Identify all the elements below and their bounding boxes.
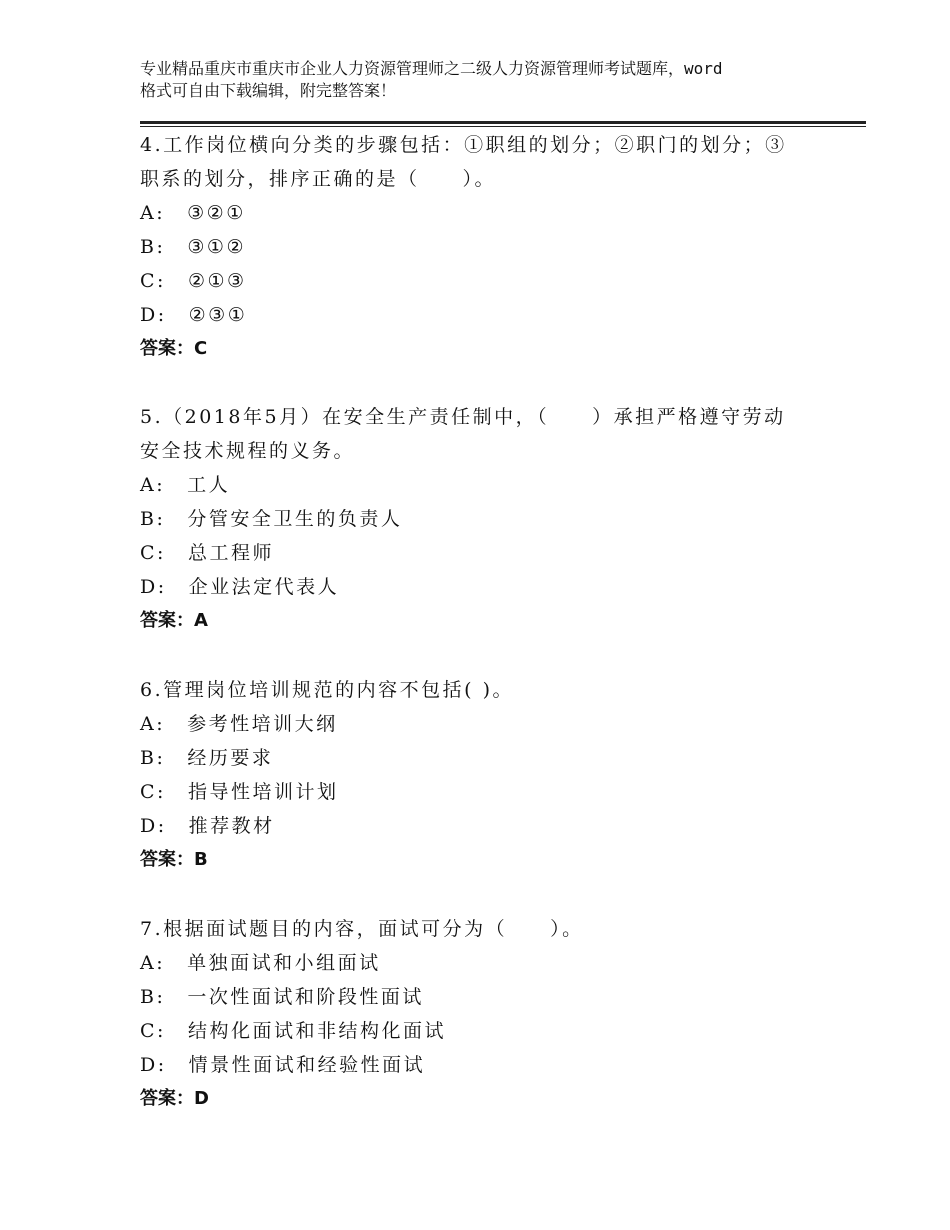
option-b [140,230,840,264]
answer-label: 答案：A [140,610,208,631]
option-letter: C: [140,542,166,564]
option-text: 经历要求 [187,747,274,769]
option-text: 情景性面试和经验性面试 [188,1054,426,1076]
question-4 [140,128,840,366]
option-text: 参考性培训大纲 [187,713,338,735]
question-5 [140,400,840,638]
question-stem-line: 4.工作岗位横向分类的步骤包括：①职组的划分；②职门的划分；③ [140,134,787,156]
document-header [140,58,840,102]
question-6 [140,673,840,877]
option-a [140,707,840,741]
option-text: ③②① [187,202,246,224]
option-d [140,570,840,604]
header-line-1: 专业精品重庆市重庆市企业人力资源管理师之二级人力资源管理师考试题库，word [140,59,723,78]
question-stem-line: 职系的划分，排序正确的是（ ）。 [140,168,497,190]
option-letter: A: [140,713,166,735]
option-b [140,741,840,775]
question-stem-line: 7.根据面试题目的内容，面试可分为（ ）。 [140,918,584,940]
option-text: 一次性面试和阶段性面试 [187,986,424,1008]
option-letter: D: [140,815,167,837]
option-a [140,946,840,980]
option-text: 指导性培训计划 [187,781,339,803]
option-text: ②③① [188,304,248,326]
header-divider-thin [140,126,866,127]
option-text: ③①② [187,236,246,258]
option-letter: B: [140,986,166,1008]
question-stem-line: 5.（2018年5月）在安全生产责任制中，（ ）承担严格遵守劳动 [140,406,786,428]
option-c [140,775,840,809]
option-text: 单独面试和小组面试 [187,952,381,974]
header-line-2: 格式可自由下载编辑，附完整答案！ [140,81,397,100]
option-letter: D: [140,304,167,326]
answer-label: 答案：C [140,338,208,359]
option-b [140,980,840,1014]
option-text: 分管安全卫生的负责人 [187,508,403,530]
option-letter: C: [140,270,166,292]
option-a [140,196,840,230]
option-d [140,1048,840,1082]
option-letter: A: [140,474,166,496]
option-letter: C: [140,1020,166,1042]
option-text: 工人 [187,474,231,496]
option-letter: A: [140,202,166,224]
option-c [140,536,840,570]
question-stem-line: 6.管理岗位培训规范的内容不包括( )。 [140,679,514,701]
answer-label: 答案：B [140,849,208,870]
option-text: 推荐教材 [188,815,275,837]
option-letter: C: [140,781,166,803]
option-text: 结构化面试和非结构化面试 [187,1020,446,1042]
option-b [140,502,840,536]
question-stem-line: 安全技术规程的义务。 [140,440,356,462]
question-7 [140,912,840,1116]
option-letter: A: [140,952,166,974]
option-letter: D: [140,576,167,598]
option-letter: B: [140,236,166,258]
option-letter: B: [140,508,166,530]
answer-label: 答案：D [140,1088,209,1109]
option-c [140,1014,840,1048]
option-text: 总工程师 [187,542,274,564]
header-divider-thick [140,121,866,124]
option-d [140,298,840,332]
option-c [140,264,840,298]
option-text: 企业法定代表人 [188,576,340,598]
option-a [140,468,840,502]
option-text: ②①③ [187,270,247,292]
option-d [140,809,840,843]
option-letter: D: [140,1054,167,1076]
option-letter: B: [140,747,166,769]
